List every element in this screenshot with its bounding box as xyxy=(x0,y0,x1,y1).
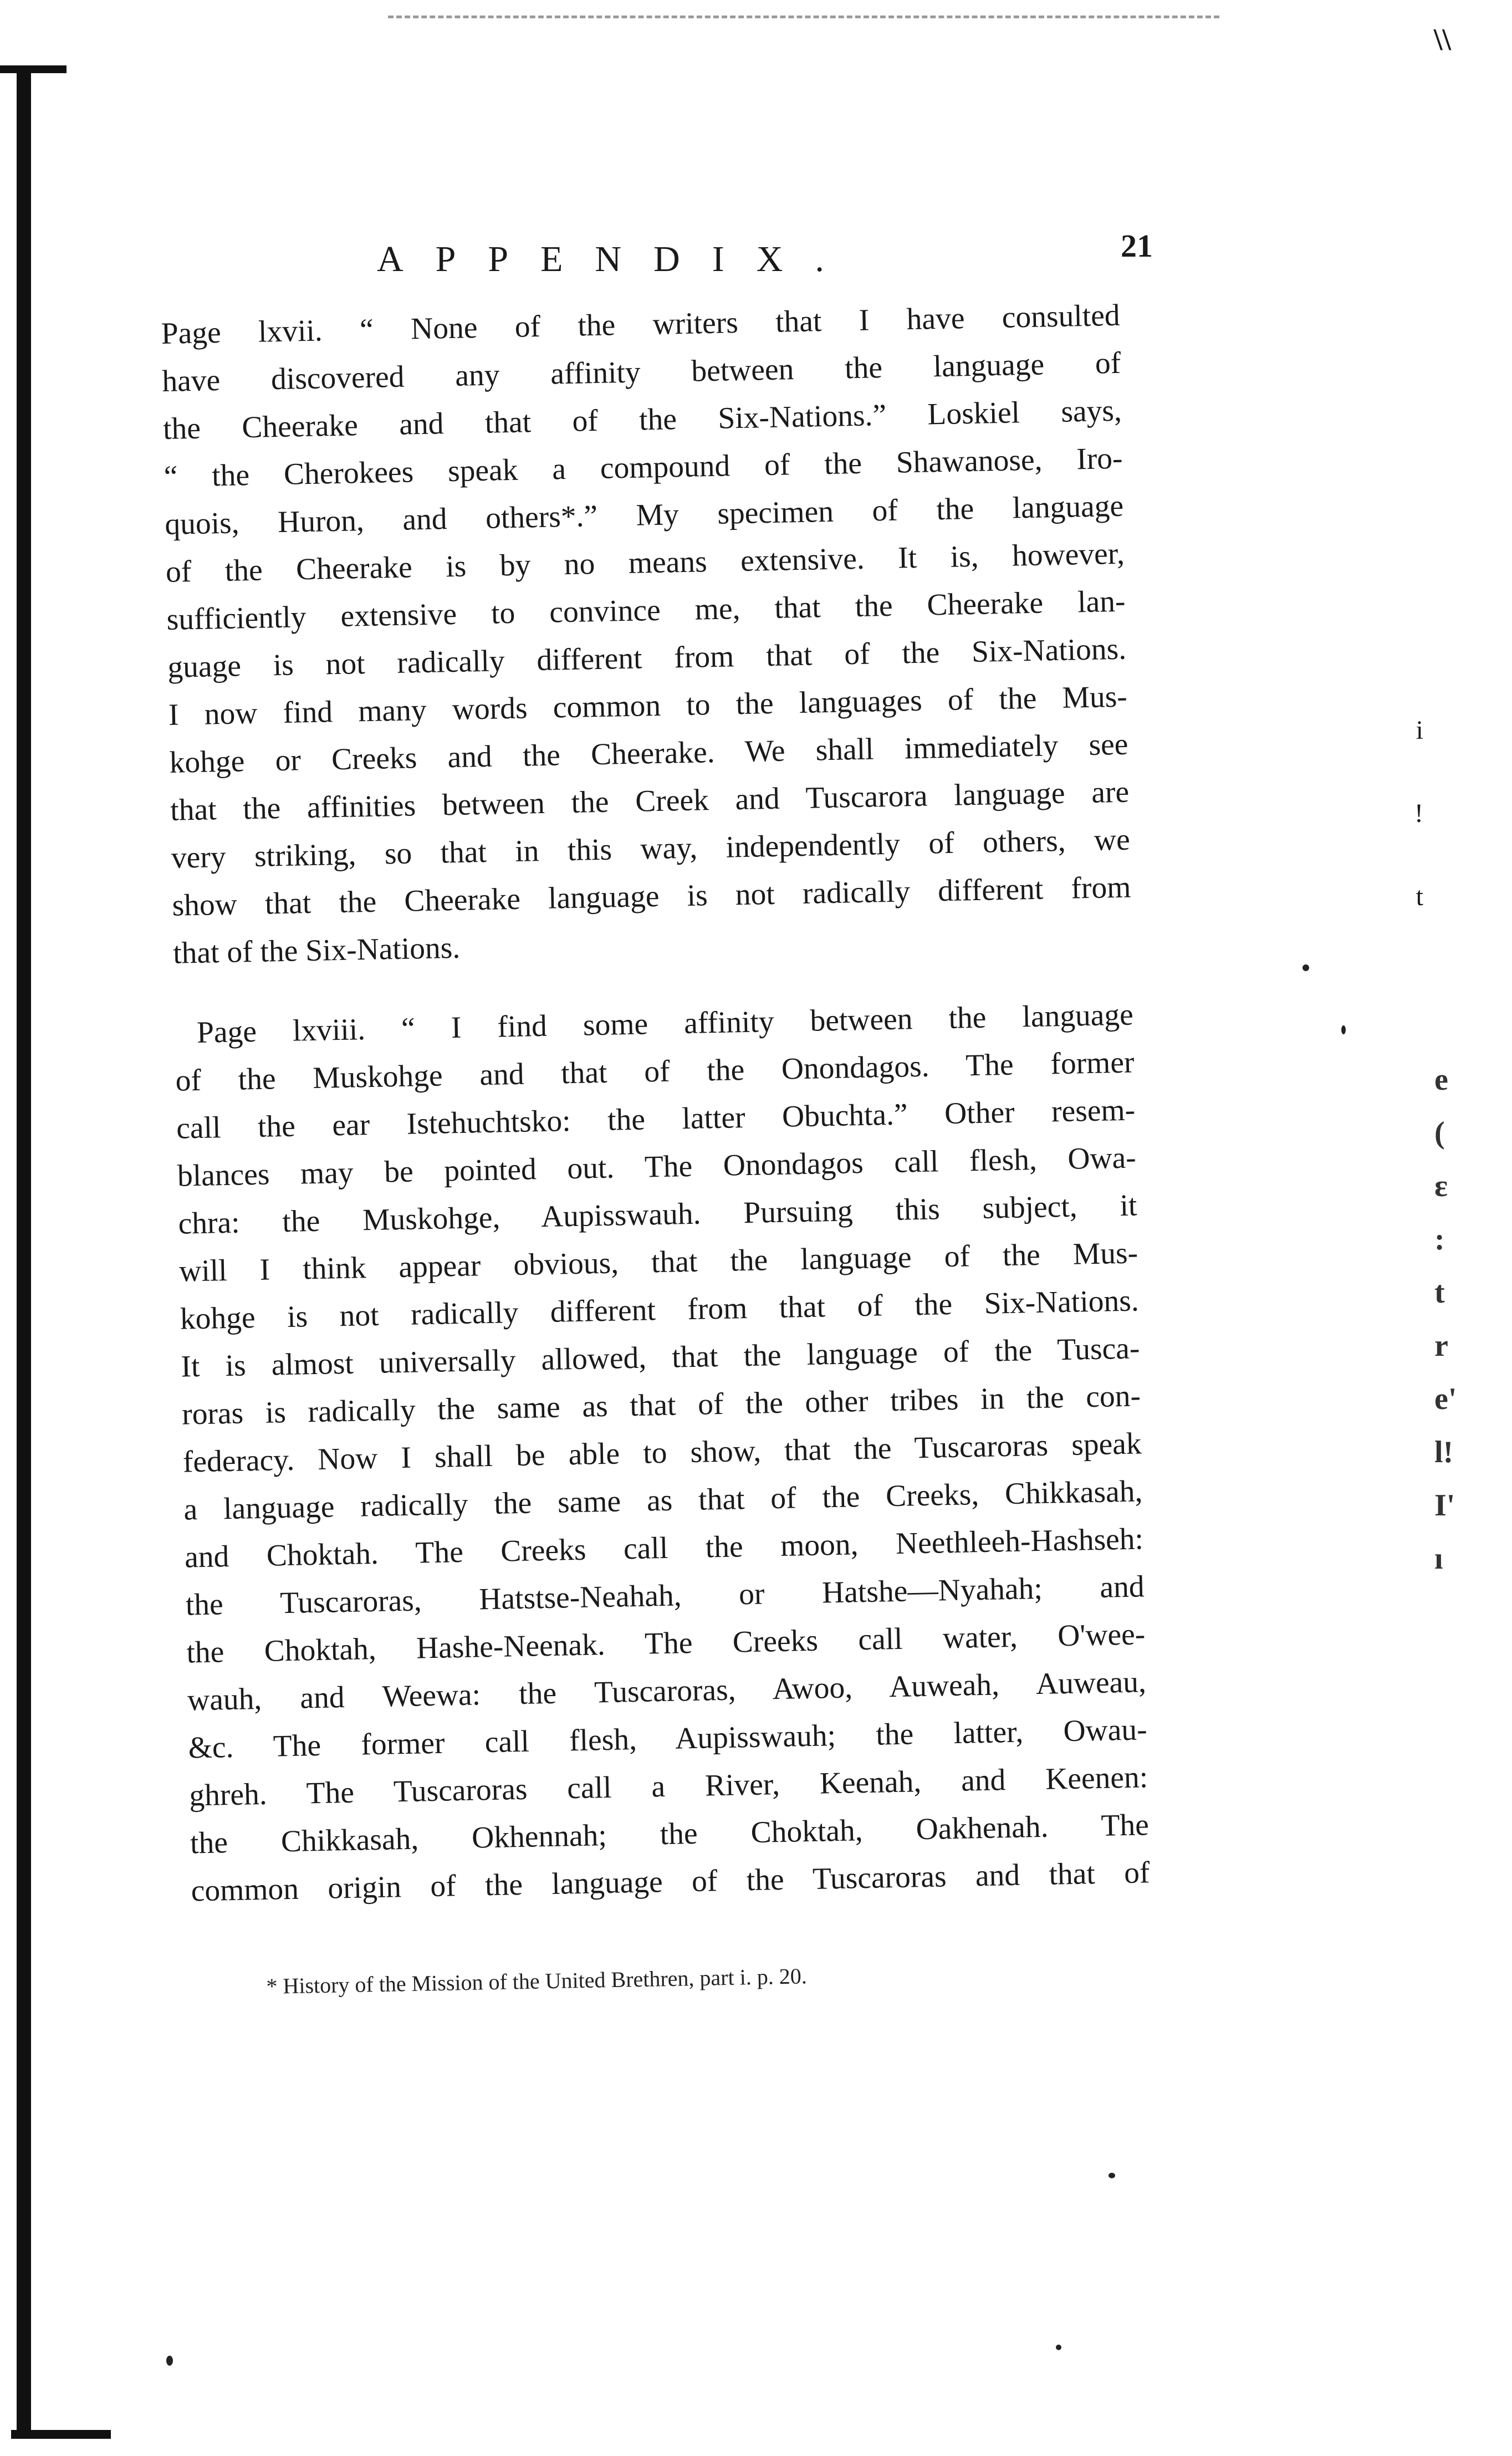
text-line: Page lxviii. “ I find some affinity between the language xyxy=(196,998,1134,1050)
text-line: wauh, and Weewa: the Tuscaroras, Awoo, Auweah, Auweau, xyxy=(187,1665,1147,1718)
text-line: federacy. Now I shall be able to show, that the Tuscaroras speak xyxy=(182,1427,1142,1479)
text-line: blances may be pointed out. The Onondagos call flesh, Owa- xyxy=(177,1141,1137,1193)
edge-mark: : xyxy=(1434,1222,1445,1257)
text-line: I now find many words common to the languages of the Mus- xyxy=(168,680,1128,732)
text-line: Page lxvii. “ None of the writers that I have consulted xyxy=(161,298,1121,351)
text-line: the Cheerake and that of the Six-Nations.” Loskiel says, xyxy=(162,394,1122,446)
text-line: chra: the Muskohge, Aupisswauh. Pursuing this subject, it xyxy=(178,1188,1137,1241)
text-line: common origin of the language of the Tuscaroras and that of xyxy=(191,1856,1151,1908)
binding-edge-bottom xyxy=(11,2430,111,2439)
edge-mark: e' xyxy=(1434,1382,1457,1416)
page-number: 21 xyxy=(1121,228,1153,264)
edge-mark: t xyxy=(1416,882,1423,911)
scan-noise-top xyxy=(388,16,1219,23)
edge-mark: i xyxy=(1416,716,1423,745)
text-line: show that the Cheerake language is not radically different from xyxy=(172,870,1131,923)
edge-mark: ! xyxy=(1414,799,1423,828)
text-line: It is almost universally allowed, that the language of the Tusca- xyxy=(181,1331,1140,1384)
text-line: have discovered any affinity between the language of xyxy=(161,346,1121,399)
paragraph-1 xyxy=(161,292,1132,978)
text-line: ghreh. The Tuscaroras call a River, Keenah, and Keenen: xyxy=(188,1760,1148,1813)
scan-speck xyxy=(1341,1025,1346,1034)
edge-mark: ɛ xyxy=(1434,1169,1448,1203)
edge-mark: l! xyxy=(1434,1435,1454,1469)
text-line: of the Muskohge and that of the Onondagos. The former xyxy=(175,1045,1135,1098)
text-line: call the ear Istehuchtsko: the latter Obuchta.” Other resem- xyxy=(176,1093,1136,1146)
scan-speck xyxy=(1302,964,1309,971)
edge-mark-top: \\ xyxy=(1433,23,1451,57)
text-line: and Choktah. The Creeks call the moon, Neethleeh-Hashseh: xyxy=(184,1522,1144,1575)
text-line: &c. The former call flesh, Aupisswauh; the latter, Owau- xyxy=(188,1713,1148,1765)
edge-mark: ı xyxy=(1434,1541,1443,1576)
edge-mark: r xyxy=(1434,1329,1448,1363)
text-line: will I think appear obvious, that the language of the Mus- xyxy=(178,1236,1138,1289)
edge-mark: ( xyxy=(1434,1116,1445,1150)
text-line: sufficiently extensive to convince me, that the Cheerake lan- xyxy=(166,584,1126,637)
text-line: the Choktah, Hashe-Neenak. The Creeks call water, O'wee- xyxy=(186,1617,1146,1670)
footnote: * History of the Mission of the United Brethren, part i. p. 20. xyxy=(266,1963,808,1999)
text-line: a language radically the same as that of the Creeks, Chikkasah, xyxy=(183,1474,1143,1527)
text-line: kohge or Creeks and the Cheerake. We shall immediately see xyxy=(169,727,1128,780)
edge-mark: e xyxy=(1434,1063,1448,1097)
text-line: that of the Six-Nations. xyxy=(172,931,461,971)
text-line: quois, Huron, and others*.” My specimen of the language xyxy=(164,489,1124,542)
scan-speck xyxy=(1056,2345,1061,2350)
text-line: very striking, so that in this way, independently of others, we xyxy=(171,823,1131,875)
text-line: guage is not radically different from that of the Six-Nations. xyxy=(167,632,1127,685)
scan-speck xyxy=(1109,2173,1115,2178)
right-edge-bleed xyxy=(1434,1053,1479,1885)
edge-mark: t xyxy=(1434,1275,1445,1310)
header-title: APPENDIX. xyxy=(377,239,856,279)
binding-shadow xyxy=(17,72,31,2436)
text-line: that the affinities between the Creek and Tuscarora language are xyxy=(170,775,1130,828)
text-line: roras is radically the same as that of the other tribes in the con- xyxy=(181,1379,1141,1432)
scan-speck xyxy=(166,2356,173,2366)
text-line: the Tuscaroras, Hatstse-Neahah, or Hatshe—Nyahah; and xyxy=(185,1570,1145,1622)
text-line: the Chikkasah, Okhennah; the Choktah, Oakhenah. The xyxy=(190,1808,1150,1861)
text-line: of the Cheerake is by no means extensive. It is, however, xyxy=(165,537,1125,589)
body-text xyxy=(161,292,1150,1916)
binding-edge-top xyxy=(0,65,67,73)
edge-mark: I' xyxy=(1434,1488,1455,1523)
text-line: kohge is not radically different from that of the Six-Nations. xyxy=(180,1284,1140,1336)
running-header xyxy=(377,228,1153,294)
text-line: “ the Cherokees speak a compound of the Shawanose, Iro- xyxy=(164,441,1123,494)
paragraph-2 xyxy=(174,992,1150,1916)
